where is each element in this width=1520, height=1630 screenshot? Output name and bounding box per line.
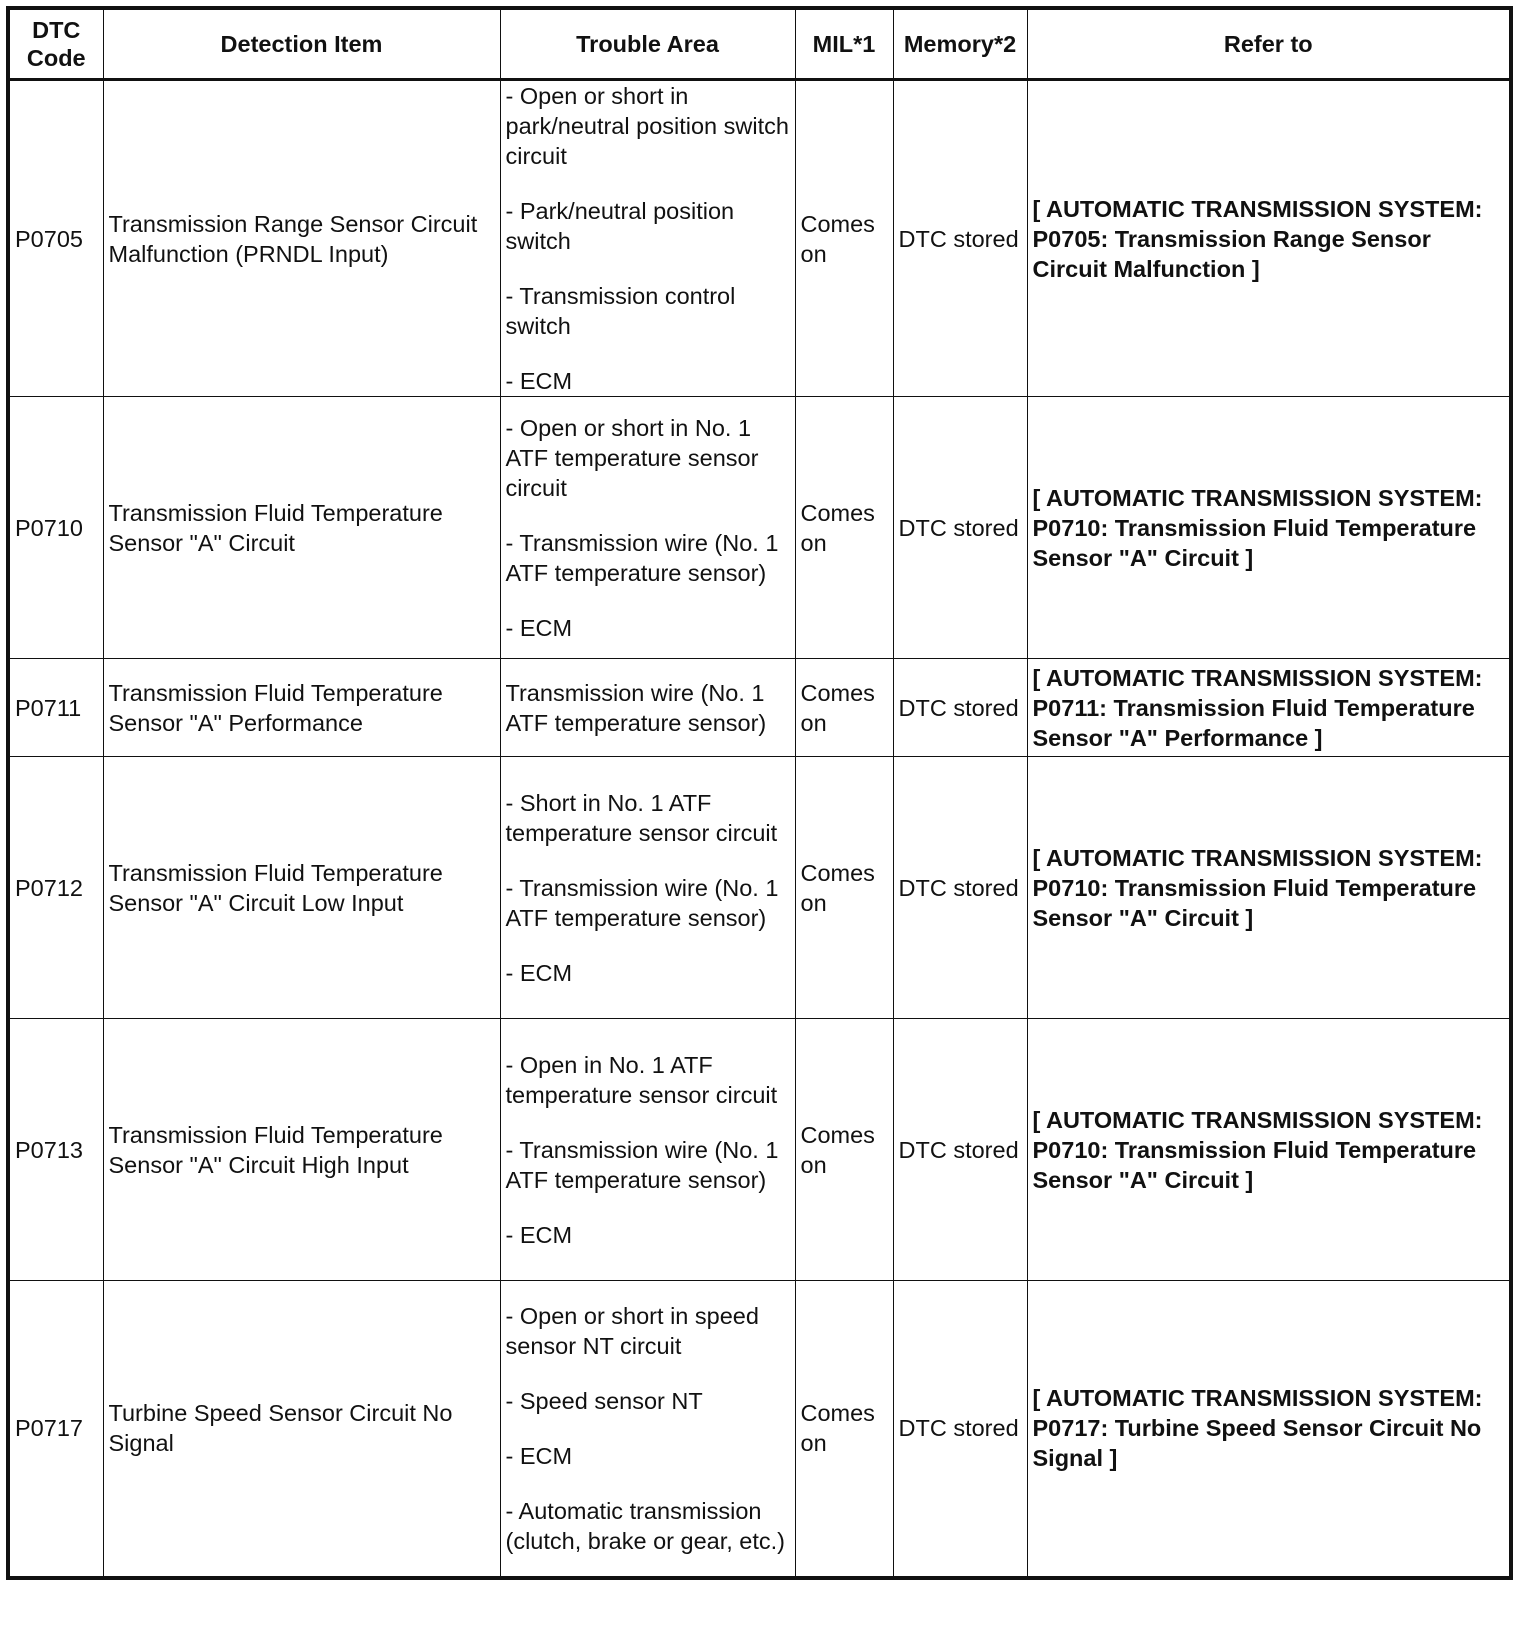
header-detection-item: Detection Item (103, 8, 500, 80)
trouble-area-line: Transmission wire (No. 1 ATF temperature sensor) (505, 679, 767, 736)
trouble-area-line: - Transmission wire (No. 1 ATF temperature sensor) (505, 529, 779, 586)
refer-to-link[interactable]: [ AUTOMATIC TRANSMISSION SYSTEM: P0711: Transmission Fluid Temperature Sensor "A" Performance ] (1027, 659, 1511, 757)
dtc-code-cell: P0711 (8, 659, 103, 757)
dtc-table (6, 6, 1513, 1580)
trouble-area-line: - Speed sensor NT (505, 1387, 703, 1414)
mil-cell: Comes on (795, 397, 893, 659)
detection-item-cell: Transmission Fluid Temperature Sensor "A" Circuit (103, 397, 500, 659)
header-memory: Memory*2 (893, 8, 1027, 80)
detection-item-cell: Turbine Speed Sensor Circuit No Signal (103, 1281, 500, 1578)
refer-to-link[interactable]: [ AUTOMATIC TRANSMISSION SYSTEM: P0710: Transmission Fluid Temperature Sensor "A" Circuit ] (1027, 757, 1511, 1019)
trouble-area-line: - Transmission wire (No. 1 ATF temperature sensor) (505, 1136, 779, 1193)
mil-cell: Comes on (795, 1019, 893, 1281)
memory-cell: DTC stored (893, 1281, 1027, 1578)
table-row (8, 1019, 1511, 1281)
trouble-area-line: - Open or short in No. 1 ATF temperature sensor circuit (505, 414, 759, 501)
header-dtc-code: DTC Code (8, 8, 103, 80)
detection-item-cell: Transmission Range Sensor Circuit Malfunction (PRNDL Input) (103, 80, 500, 397)
dtc-code-cell: P0717 (8, 1281, 103, 1578)
trouble-area-line: - ECM (505, 959, 573, 986)
trouble-area-cell (500, 659, 795, 757)
table-row (8, 80, 1511, 397)
memory-cell: DTC stored (893, 397, 1027, 659)
header-trouble-area: Trouble Area (500, 8, 795, 80)
trouble-area-cell (500, 397, 795, 659)
refer-to-link[interactable]: [ AUTOMATIC TRANSMISSION SYSTEM: P0710: Transmission Fluid Temperature Sensor "A" Circuit ] (1027, 397, 1511, 659)
trouble-area-line: - Open in No. 1 ATF temperature sensor circuit (505, 1051, 778, 1108)
trouble-area-cell (500, 1019, 795, 1281)
refer-to-link[interactable]: [ AUTOMATIC TRANSMISSION SYSTEM: P0705: Transmission Range Sensor Circuit Malfunction ] (1027, 80, 1511, 397)
detection-item-cell: Transmission Fluid Temperature Sensor "A" Circuit Low Input (103, 757, 500, 1019)
detection-item-cell: Transmission Fluid Temperature Sensor "A" Circuit High Input (103, 1019, 500, 1281)
dtc-code-cell: P0710 (8, 397, 103, 659)
trouble-area-line: - Short in No. 1 ATF temperature sensor circuit (505, 789, 778, 846)
memory-cell: DTC stored (893, 659, 1027, 757)
mil-cell: Comes on (795, 659, 893, 757)
detection-item-cell: Transmission Fluid Temperature Sensor "A" Performance (103, 659, 500, 757)
header-mil: MIL*1 (795, 8, 893, 80)
dtc-code-cell: P0712 (8, 757, 103, 1019)
trouble-area-line: - Open or short in park/neutral position switch circuit (505, 83, 789, 169)
trouble-area-cell (500, 1281, 795, 1578)
refer-to-link[interactable]: [ AUTOMATIC TRANSMISSION SYSTEM: P0710: Transmission Fluid Temperature Sensor "A" Circuit ] (1027, 1019, 1511, 1281)
table-row (8, 397, 1511, 659)
memory-cell: DTC stored (893, 80, 1027, 397)
dtc-code-cell: P0713 (8, 1019, 103, 1281)
trouble-area-line: - Automatic transmission (clutch, brake or gear, etc.) (505, 1497, 786, 1554)
trouble-area-line: - ECM (505, 1221, 573, 1248)
table-row (8, 659, 1511, 757)
refer-to-link[interactable]: [ AUTOMATIC TRANSMISSION SYSTEM: P0717: Turbine Speed Sensor Circuit No Signal ] (1027, 1281, 1511, 1578)
mil-cell: Comes on (795, 757, 893, 1019)
trouble-area-cell (500, 80, 795, 397)
trouble-area-line: - ECM (505, 614, 573, 641)
trouble-area-line: - Park/neutral position switch (505, 198, 735, 254)
dtc-code-cell: P0705 (8, 80, 103, 397)
trouble-area-line: - ECM (505, 1442, 573, 1469)
table-header-row (8, 8, 1511, 80)
memory-cell: DTC stored (893, 1019, 1027, 1281)
mil-cell: Comes on (795, 1281, 893, 1578)
header-refer-to: Refer to (1027, 8, 1511, 80)
trouble-area-cell (500, 757, 795, 1019)
table-row (8, 757, 1511, 1019)
mil-cell: Comes on (795, 80, 893, 397)
trouble-area-line: - Transmission wire (No. 1 ATF temperature sensor) (505, 874, 779, 931)
trouble-area-line: - Transmission control switch (505, 283, 736, 339)
trouble-area-line: - Open or short in speed sensor NT circuit (505, 1302, 759, 1359)
table-row (8, 1281, 1511, 1578)
trouble-area-line: - ECM (505, 368, 573, 394)
memory-cell: DTC stored (893, 757, 1027, 1019)
